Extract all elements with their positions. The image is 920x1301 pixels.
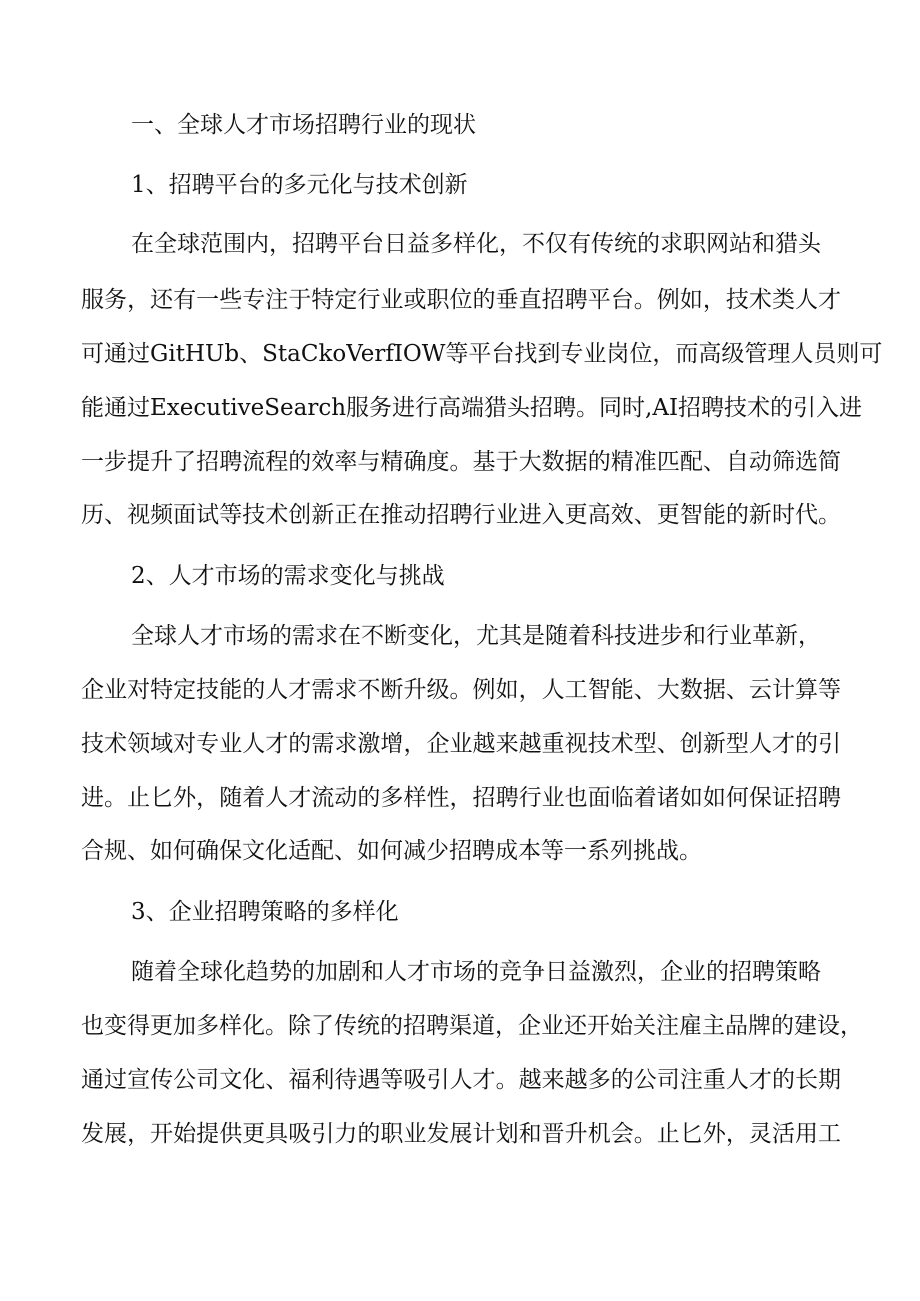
paragraph-line: 服务，还有一些专注于特定行业或职位的垂直招聘平台。例如，技术类人才	[81, 287, 841, 313]
section-heading-3: 3、企业招聘策略的多样化	[131, 899, 399, 925]
paragraph-line: 在全球范围内，招聘平台日益多样化，不仅有传统的求职网站和猎头	[131, 231, 821, 257]
main-heading: 一、全球人才市场招聘行业的现状	[131, 112, 476, 138]
paragraph-line: 能通过ExecutiveSearch服务进行高端猎头招聘。同时,AI招聘技术的引入进	[81, 395, 863, 421]
paragraph-line: 进。止匕外，随着人才流动的多样性，招聘行业也面临着诸如如何保证招聘	[81, 785, 841, 811]
paragraph-line: 可通过GitHUb、StaCkoVerfIOW等平台找到专业岗位，而高级管理人员则可	[81, 341, 883, 367]
paragraph-line: 发展，开始提供更具吸引力的职业发展计划和晋升机会。止匕外，灵活用工	[81, 1121, 841, 1147]
paragraph-line: 也变得更加多样化。除了传统的招聘渠道，企业还开始关注雇主品牌的建设，	[81, 1013, 863, 1039]
paragraph-line: 通过宣传公司文化、福利待遇等吸引人才。越来越多的公司注重人才的长期	[81, 1067, 841, 1093]
paragraph-line: 历、视频面试等技术创新正在推动招聘行业进入更高效、更智能的新时代。	[81, 502, 841, 528]
paragraph-line: 企业对特定技能的人才需求不断升级。例如，人工智能、大数据、云计算等	[81, 677, 841, 703]
paragraph-line: 一步提升了招聘流程的效率与精确度。基于大数据的精准匹配、自动筛选简	[81, 449, 841, 475]
paragraph-line: 随着全球化趋势的加剧和人才市场的竞争日益激烈，企业的招聘策略	[131, 959, 821, 985]
section-heading-1: 1、招聘平台的多元化与技术创新	[131, 172, 468, 198]
paragraph-line: 合规、如何确保文化适配、如何减少招聘成本等一系列挑战。	[81, 838, 702, 864]
paragraph-line: 全球人才市场的需求在不断变化，尤其是随着科技进步和行业革新，	[131, 623, 821, 649]
section-heading-2: 2、人才市场的需求变化与挑战	[131, 563, 445, 589]
paragraph-line: 技术领域对专业人才的需求激增，企业越来越重视技术型、创新型人才的引	[81, 731, 841, 757]
